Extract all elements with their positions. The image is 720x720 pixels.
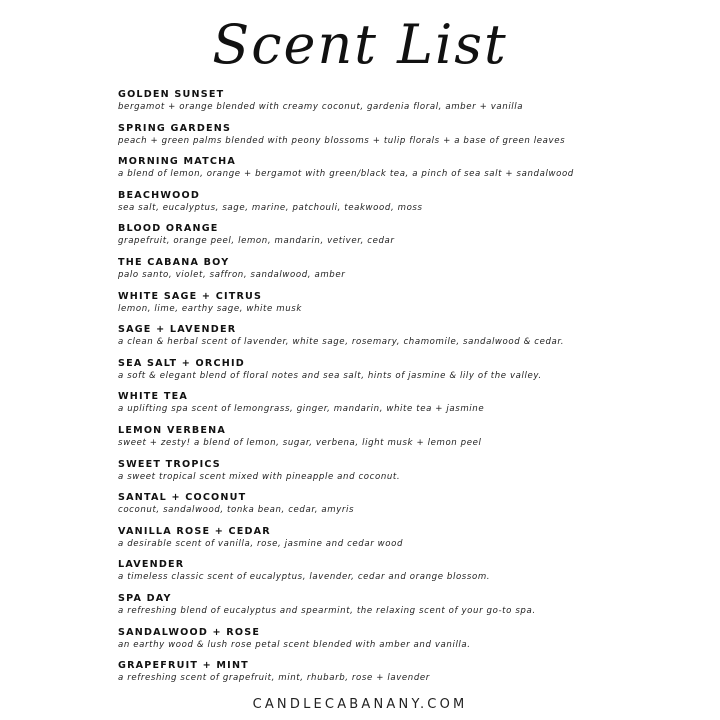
scent-notes: a desirable scent of vanilla, rose, jasmine and cedar wood [118, 538, 404, 549]
scent-name: SWEET TROPICS [118, 458, 221, 470]
scent-notes: a timeless classic scent of eucalyptus, lavender, cedar and orange blossom. [118, 572, 491, 583]
scent-notes: coconut, sandalwood, tonka bean, cedar, amyris [118, 505, 355, 516]
scent-name: BLOOD ORANGE [118, 223, 219, 235]
scent-notes: a refreshing scent of grapefruit, mint, rhubarb, rose + lavender [118, 673, 430, 684]
scent-notes: a sweet tropical scent mixed with pineapple and coconut. [118, 471, 401, 482]
scent-name: SEA SALT + ORCHID [118, 357, 245, 369]
scent-name: MORNING MATCHA [118, 156, 236, 168]
scent-entry [118, 491, 708, 525]
scent-entry [118, 323, 708, 357]
scent-name: BEACHWOOD [118, 189, 201, 201]
scent-entry [118, 592, 708, 626]
scent-entry [118, 458, 708, 492]
scent-notes: lemon, lime, earthy sage, white musk [118, 303, 302, 314]
scent-notes: bergamot + orange blended with creamy coconut, gardenia floral, amber + vanilla [118, 102, 524, 112]
scent-name: VANILLA ROSE + CEDAR [118, 525, 271, 537]
scent-name: WHITE SAGE + CITRUS [118, 290, 263, 302]
scent-notes: a uplifting spa scent of lemongrass, ginger, mandarin, white tea + jasmine [118, 404, 485, 415]
scent-name: SANDALWOOD + ROSE [118, 626, 261, 638]
scent-notes: palo santo, violet, saffron, sandalwood, amber [118, 269, 346, 280]
scent-entry [118, 659, 708, 693]
scent-entry [118, 256, 708, 290]
scent-name: LAVENDER [118, 559, 185, 571]
scent-notes: a blend of lemon, orange + bergamot with green/black tea, a pinch of sea salt + sandalwood [118, 169, 574, 180]
scent-name: SANTAL + COCONUT [118, 492, 247, 504]
scent-name: LEMON VERBENA [118, 424, 227, 436]
scent-entry [118, 189, 708, 223]
scent-name: SAGE + LAVENDER [118, 324, 237, 336]
scent-notes: peach + green palms blended with peony blossoms + tulip florals + a base of green leaves [118, 135, 566, 146]
scent-name: SPRING GARDENS [118, 122, 232, 134]
scent-entry [118, 122, 708, 156]
scent-entry [118, 424, 708, 458]
scent-notes: a clean & herbal scent of lavender, white sage, rosemary, chamomile, sandalwood & cedar. [118, 337, 565, 348]
scent-notes: sweet + zesty! a blend of lemon, sugar, verbena, light musk + lemon peel [118, 437, 482, 448]
scent-entry [118, 390, 708, 424]
scent-entry [118, 558, 708, 592]
scent-entry [118, 222, 708, 256]
scent-entry [118, 357, 708, 391]
scent-name: GRAPEFRUIT + MINT [118, 660, 249, 672]
page-title: Scent List [212, 13, 508, 76]
scent-list [118, 88, 708, 693]
scent-entry [118, 525, 708, 559]
scent-notes: sea salt, eucalyptus, sage, marine, patchouli, teakwood, moss [118, 202, 423, 213]
scent-entry [118, 155, 708, 189]
scent-name: SPA DAY [118, 592, 172, 604]
scent-entry [118, 626, 708, 660]
scent-name: THE CABANA BOY [118, 256, 230, 268]
scent-notes: a refreshing blend of eucalyptus and spearmint, the relaxing scent of your go-to spa. [118, 605, 536, 616]
scent-entry [118, 290, 708, 324]
scent-entry [118, 88, 708, 122]
website-url: CANDLECABANANY.COM [252, 697, 468, 712]
scent-name: WHITE TEA [118, 391, 188, 403]
scent-notes: grapefruit, orange peel, lemon, mandarin, vetiver, cedar [118, 236, 395, 247]
scent-notes: a soft & elegant blend of floral notes and sea salt, hints of jasmine & lily of the valley. [118, 370, 542, 381]
scent-notes: an earthy wood & lush rose petal scent blended with amber and vanilla. [118, 639, 471, 650]
scent-name: GOLDEN SUNSET [118, 89, 225, 100]
